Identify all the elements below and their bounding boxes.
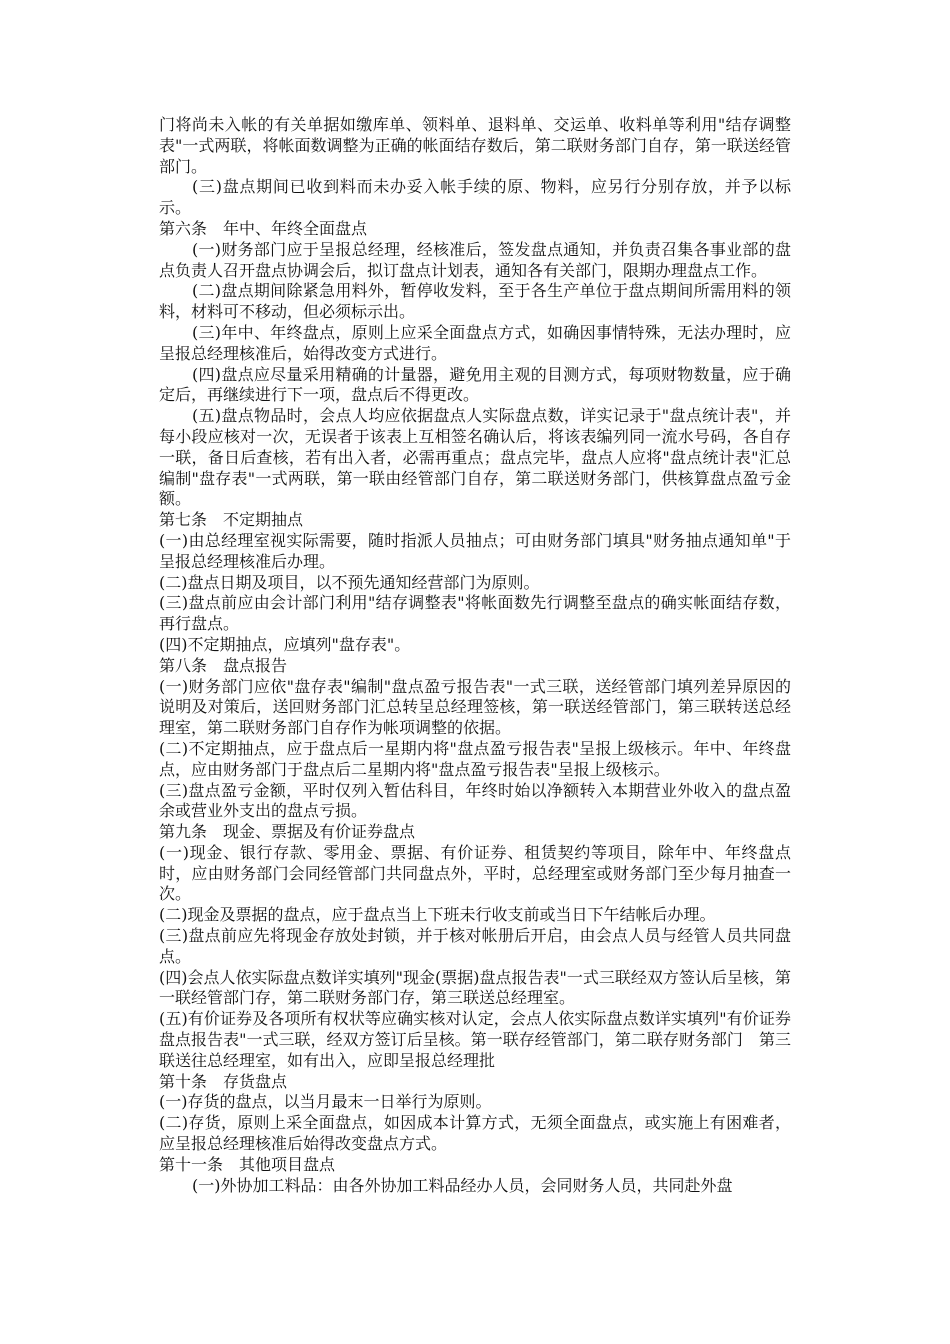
- paragraph-7: (四)盘点应尽量采用精确的计量器，避免用主观的目测方式，每项财物数量，应于确定后，再继续进行下一项，盘点后不得更改。: [159, 364, 791, 405]
- article-10-heading: 第十条 存货盘点: [159, 1071, 288, 1091]
- paragraph-21: (三)盘点前应先将现金存放处封锁，并于核对帐册后开启，由会点人员与经管人员共同盘点。: [159, 926, 791, 966]
- paragraph-15: (一)财务部门应依"盘存表"编制"盘点盈亏报告表"一式三联，送经管部门填列差异原因的说明及对策后，送回财务部门汇总转呈总经理签核，第一联送经管部门，第三联转送总经理室，第二联财务部门自存作为帐项调整的依据。: [159, 676, 791, 738]
- article-8-heading: 第八条 盘点报告: [159, 655, 288, 675]
- paragraph-1: 门将尚未入帐的有关单据如缴库单、领料单、退料单、交运单、收料单等利用"结存调整表"一式两联，将帐面数调整为正确的帐面结存数后，第二联财务部门自存，第一联送经管部门。: [159, 115, 791, 176]
- paragraph-11: (二)盘点日期及项目，以不预先通知经营部门为原则。: [159, 572, 540, 592]
- document-body: [159, 115, 791, 1196]
- article-7-heading: 第七条 不定期抽点: [159, 510, 304, 530]
- paragraph-17: (三)盘点盈亏金额，平时仅列入暂估科目，年终时始以净额转入本期营业外收入的盘点盈余或营业外支出的盘点亏损。: [159, 780, 791, 821]
- paragraph-4: (一)财务部门应于呈报总经理，经核准后，签发盘点通知，并负责召集各事业部的盘点负责人召开盘点协调会后，拟订盘点计划表，通知各有关部门，限期办理盘点工作。: [159, 239, 791, 280]
- paragraph-12: (三)盘点前应由会计部门利用"结存调整表"将帐面数先行调整至盘点的确实帐面结存数，再行盘点。: [159, 593, 791, 634]
- paragraph-22: (四)会点人依实际盘点数详实填列"现金(票据)盘点报告表"一式三联经双方签认后呈核，第一联经管部门存，第二联财务部门存，第三联送总经理室。: [159, 967, 791, 1008]
- paragraph-19: (一)现金、银行存款、零用金、票据、有价证券、租赁契约等项目，除年中、年终盘点时，应由财务部门会同经管部门共同盘点外，平时，总经理室或财务部门至少每月抽查一次。: [159, 842, 791, 904]
- paragraph-20: (二)现金及票据的盘点，应于盘点当上下班未行收支前或当日下午结帐后办理。: [159, 905, 716, 925]
- paragraph-5: (二)盘点期间除紧急用料外，暂停收发料，至于各生产单位于盘点期间所需用料的领料，材料可不移动，但必须标示出。: [159, 281, 791, 322]
- paragraph-6: (三)年中、年终盘点，原则上应采全面盘点方式，如确因事情特殊，无法办理时，应呈报总经理核准后，始得改变方式进行。: [159, 322, 791, 363]
- article-11-heading: 第十一条 其他项目盘点: [159, 1154, 336, 1174]
- paragraph-25: (一)存货的盘点，以当月最末一日举行为原则。: [159, 1092, 492, 1112]
- paragraph-26: (二)存货，原则上采全面盘点，如因成本计算方式，无须全面盘点，或实施上有困难者，应呈报总经理核准后始得改变盘点方式。: [159, 1113, 791, 1154]
- article-6-heading: 第六条 年中、年终全面盘点: [159, 218, 368, 238]
- paragraph-16: (二)不定期抽点，应于盘点后一星期内将"盘点盈亏报告表"呈报上级核示。年中、年终盘点，应由财务部门于盘点后二星期内将"盘点盈亏报告表"呈报上级核示。: [159, 738, 791, 779]
- paragraph-10: (一)由总经理室视实际需要，随时指派人员抽点；可由财务部门填具"财务抽点通知单"于呈报总经理核准后办理。: [159, 530, 791, 571]
- paragraph-8: (五)盘点物品时，会点人均应依据盘点人实际盘点数，详实记录于"盘点统计表"，并每小段应核对一次，无误者于该表上互相签名确认后，将该表编列同一流水号码，各自存一联，备日后查核，若有出入者，必需再重点；盘点完毕，盘点人应将"盘点统计表"汇总编制"盘存表"一式两联，第一联由经管部门自存，第二联送财务部门，供核算盘点盈亏金额。: [159, 406, 791, 509]
- paragraph-2: (三)盘点期间已收到料而未办妥入帐手续的原、物料，应另行分别存放，并予以标示。: [159, 177, 791, 218]
- paragraph-23: (五)有价证券及各项所有权状等应确实核对认定，会点人依实际盘点数详实填列"有价证券盘点报告表"一式三联，经双方签订后呈核。第一联存经管部门，第二联存财务部门 第三联送往总经理室，如有出入，应即呈报总经理批: [159, 1009, 791, 1070]
- paragraph-28: (一)外协加工料品：由各外协加工料品经办人员，会同财务人员，共同赴外盘: [192, 1175, 733, 1195]
- article-9-heading: 第九条 现金、票据及有价证券盘点: [159, 822, 416, 842]
- paragraph-13: (四)不定期抽点，应填列"盘存表"。: [159, 634, 411, 654]
